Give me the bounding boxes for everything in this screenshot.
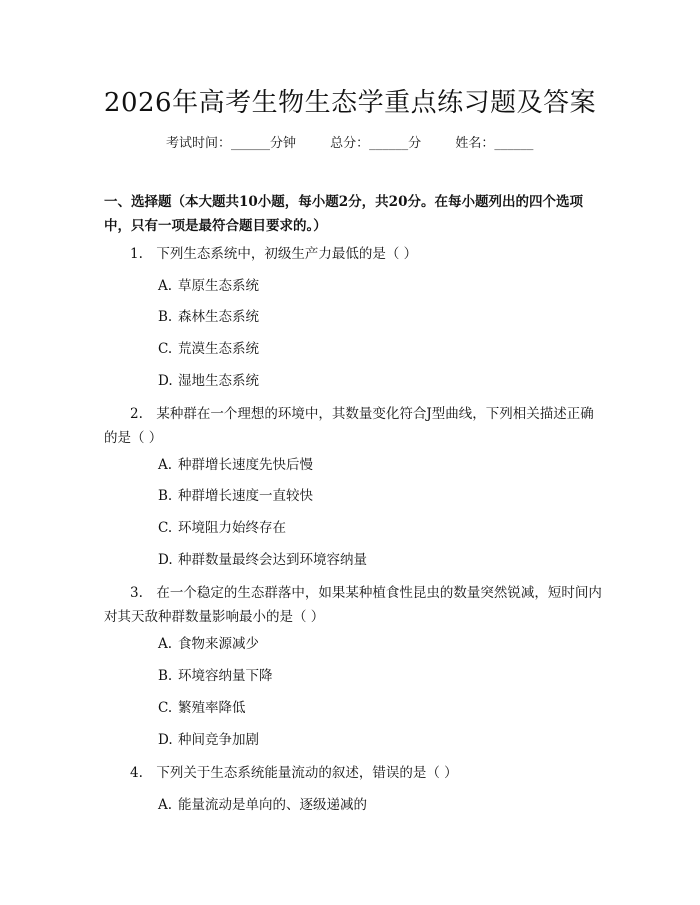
option-letter: D. [158, 373, 173, 389]
question-1-option-d [158, 371, 259, 391]
option-text: 种群增长速度先快后慢 [178, 457, 313, 473]
option-text: 荒漠生态系统 [178, 341, 259, 357]
exam-time-field: 考试时间：______分钟 [166, 136, 297, 151]
option-text: 草原生态系统 [178, 278, 259, 294]
option-text: 湿地生态系统 [178, 373, 259, 389]
option-text: 繁殖率降低 [178, 700, 246, 716]
question-1-option-b [158, 307, 259, 327]
question-3-option-a [158, 634, 259, 654]
name-field: 姓名：______ [455, 136, 534, 151]
option-letter: D. [158, 732, 173, 748]
option-letter: D. [158, 552, 173, 568]
option-letter: C. [158, 700, 173, 716]
question-3-option-b [158, 666, 273, 686]
question-4-option-a [158, 795, 367, 815]
document-title: 2026年高考生物生态学重点练习题及答案 [103, 88, 597, 118]
option-letter: A. [158, 457, 173, 473]
option-text: 环境阻力始终存在 [178, 520, 286, 536]
exam-info-row [166, 132, 533, 151]
option-letter: A. [158, 797, 173, 813]
option-letter: A. [158, 636, 173, 652]
option-letter: B. [158, 668, 173, 684]
question-1: 1. 下列生态系统中，初级生产力最低的是（ ） [130, 246, 418, 262]
option-text: 森林生态系统 [178, 309, 259, 325]
question-2-option-a [158, 455, 313, 475]
option-letter: C. [158, 520, 173, 536]
option-text: 环境容纳量下降 [178, 668, 273, 684]
question-1-option-c [158, 339, 259, 359]
option-text: 能量流动是单向的、逐级递减的 [178, 797, 367, 813]
question-3: 3. 在一个稳定的生态群落中，如果某种植食性昆虫的数量突然锐减，短时间内对其天敌种群数量影响最小的是（ ） [104, 585, 602, 625]
question-1-option-a [158, 276, 259, 296]
question-3-option-d [158, 730, 259, 750]
section-heading-choice: 一、选择题（本大题共10小题，每小题2分，共20分。在每小题列出的四个选项中，只有一项是最符合题目要求的。） [104, 194, 583, 234]
option-letter: B. [158, 488, 173, 504]
option-text: 食物来源减少 [178, 636, 259, 652]
question-2-option-c [158, 518, 286, 538]
question-2: 2. 某种群在一个理想的环境中，其数量变化符合J型曲线，下列相关描述正确的是（ ） [104, 406, 594, 446]
total-score-field: 总分：______分 [330, 136, 422, 151]
option-text: 种群数量最终会达到环境容纳量 [178, 552, 367, 568]
option-text: 种群增长速度一直较快 [178, 488, 313, 504]
question-4: 4. 下列关于生态系统能量流动的叙述，错误的是（ ） [130, 765, 458, 781]
question-2-option-b [158, 486, 313, 506]
option-text: 种间竞争加剧 [178, 732, 259, 748]
option-letter: C. [158, 341, 173, 357]
question-3-option-c [158, 698, 246, 718]
option-letter: B. [158, 309, 173, 325]
question-2-option-d [158, 550, 367, 570]
option-letter: A. [158, 278, 173, 294]
